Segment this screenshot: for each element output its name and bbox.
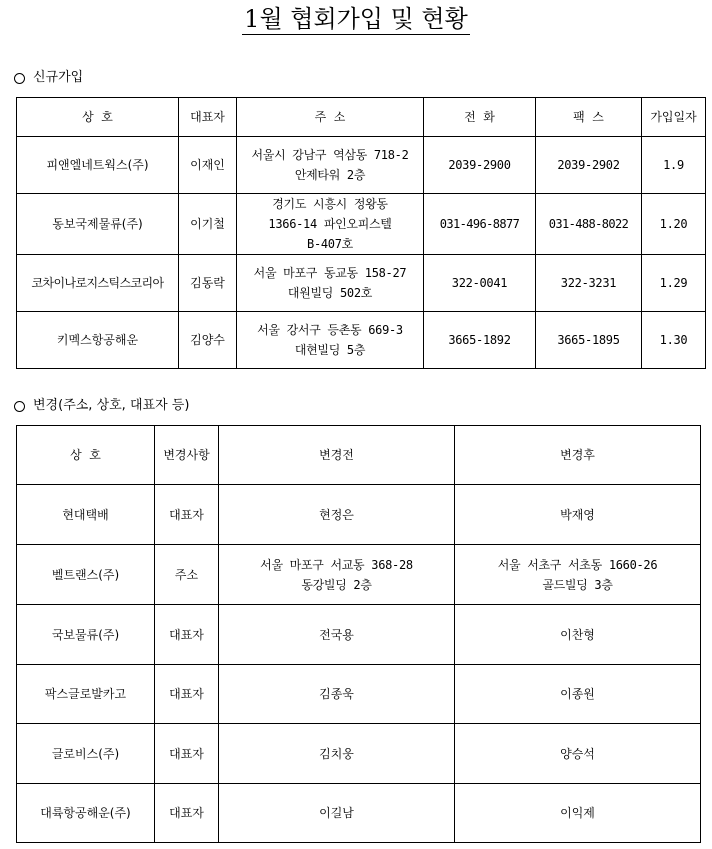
table-row xyxy=(17,137,706,194)
section-heading-new-members xyxy=(14,70,83,86)
cell-item: 대표자 xyxy=(155,724,219,784)
cell-date: 1.29 xyxy=(642,255,706,312)
cell-name: 코차이나로지스틱스코리아 xyxy=(17,255,179,312)
cell-name: 현대택배 xyxy=(17,485,155,545)
cell-before: 서울 마포구 서교동 368-28 동강빌딩 2층 xyxy=(219,545,455,605)
cell-name: 팍스글로발카고 xyxy=(17,665,155,724)
table-row xyxy=(17,724,701,784)
header-fax: 팩 스 xyxy=(536,98,642,137)
cell-after: 양승석 xyxy=(455,724,701,784)
table-row xyxy=(17,784,701,843)
circle-bullet-icon xyxy=(14,73,25,84)
cell-name: 키멕스항공해운 xyxy=(17,312,179,369)
table-row xyxy=(17,312,706,369)
cell-phone: 031-496-8877 xyxy=(424,194,536,255)
section-heading-changes xyxy=(14,398,189,414)
cell-before: 전국용 xyxy=(219,605,455,665)
cell-name: 동보국제물류(주) xyxy=(17,194,179,255)
table-row xyxy=(17,194,706,255)
header-address: 주 소 xyxy=(237,98,424,137)
cell-before: 김종욱 xyxy=(219,665,455,724)
header-name: 상 호 xyxy=(17,426,155,485)
table-header-row xyxy=(17,426,701,485)
cell-rep: 김양수 xyxy=(179,312,237,369)
cell-after: 서울 서초구 서초동 1660-26 골드빌딩 3층 xyxy=(455,545,701,605)
cell-item: 대표자 xyxy=(155,485,219,545)
cell-after: 이익제 xyxy=(455,784,701,843)
header-name: 상 호 xyxy=(17,98,179,137)
table-row xyxy=(17,255,706,312)
cell-address: 서울 강서구 등촌동 669-3 대현빌딩 5층 xyxy=(237,312,424,369)
section-heading-text: 변경(주소, 상호, 대표자 등) xyxy=(33,398,190,413)
cell-after: 이종원 xyxy=(455,665,701,724)
cell-name: 벨트랜스(주) xyxy=(17,545,155,605)
page-title xyxy=(0,4,712,34)
cell-item: 주소 xyxy=(155,545,219,605)
cell-rep: 이기철 xyxy=(179,194,237,255)
cell-before: 김치웅 xyxy=(219,724,455,784)
cell-item: 대표자 xyxy=(155,784,219,843)
cell-address: 경기도 시흥시 정왕동 1366-14 파인오피스텔 B-407호 xyxy=(237,194,424,255)
cell-fax: 3665-1895 xyxy=(536,312,642,369)
cell-address: 서울시 강남구 역삼동 718-2 안제타워 2층 xyxy=(237,137,424,194)
cell-after: 이찬형 xyxy=(455,605,701,665)
header-rep: 대표자 xyxy=(179,98,237,137)
cell-rep: 이재인 xyxy=(179,137,237,194)
section-heading-text: 신규가입 xyxy=(33,70,84,85)
header-phone: 전 화 xyxy=(424,98,536,137)
cell-phone: 322-0041 xyxy=(424,255,536,312)
cell-fax: 031-488-8022 xyxy=(536,194,642,255)
table-row xyxy=(17,545,701,605)
cell-name: 대륙항공해운(주) xyxy=(17,784,155,843)
cell-item: 대표자 xyxy=(155,665,219,724)
cell-address: 서울 마포구 동교동 158-27 대원빌딩 502호 xyxy=(237,255,424,312)
cell-rep: 김동락 xyxy=(179,255,237,312)
cell-phone: 3665-1892 xyxy=(424,312,536,369)
cell-fax: 322-3231 xyxy=(536,255,642,312)
table-row xyxy=(17,485,701,545)
cell-before: 현정은 xyxy=(219,485,455,545)
header-date: 가입일자 xyxy=(642,98,706,137)
cell-before: 이길남 xyxy=(219,784,455,843)
cell-fax: 2039-2902 xyxy=(536,137,642,194)
header-after: 변경후 xyxy=(455,426,701,485)
table-header-row xyxy=(17,98,706,137)
cell-date: 1.9 xyxy=(642,137,706,194)
page-title-text: 1월 협회가입 및 현황 xyxy=(244,5,468,33)
cell-name: 피앤엘네트웍스(주) xyxy=(17,137,179,194)
cell-after: 박재영 xyxy=(455,485,701,545)
circle-bullet-icon xyxy=(14,401,25,412)
cell-date: 1.30 xyxy=(642,312,706,369)
cell-phone: 2039-2900 xyxy=(424,137,536,194)
table-row xyxy=(17,665,701,724)
cell-date: 1.20 xyxy=(642,194,706,255)
header-item: 변경사항 xyxy=(155,426,219,485)
cell-name: 글로비스(주) xyxy=(17,724,155,784)
changes-table xyxy=(16,425,701,843)
cell-name: 국보물류(주) xyxy=(17,605,155,665)
new-members-table xyxy=(16,97,706,369)
cell-item: 대표자 xyxy=(155,605,219,665)
table-row xyxy=(17,605,701,665)
header-before: 변경전 xyxy=(219,426,455,485)
